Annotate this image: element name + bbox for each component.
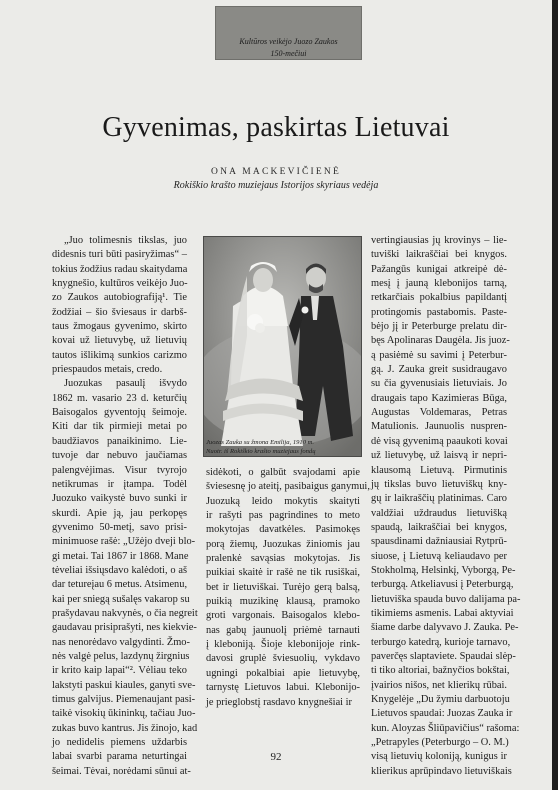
text-line: netikrumas ir įtampa. Todėl (52, 478, 187, 490)
page-number: 92 (270, 751, 282, 763)
photo-caption (206, 438, 366, 456)
text-line: gaudavau prisiprašyti, nes kiekvie- (52, 622, 197, 634)
text-line: taus žmogaus gyvenimo, skirto (52, 321, 187, 333)
text-line: skurdi. Apie ją, jau perkopęs (52, 507, 187, 519)
text-line: draugais tapo Kazimieras Būga, (371, 392, 507, 404)
text-line: terburgą. Atkeliavusi į Peterburgą, (371, 579, 514, 591)
scan-edge-shadow (552, 0, 558, 790)
text-line: didesnis turi būti pasiryžimas“ – (52, 249, 187, 261)
text-line: dar tetureįau 6 metus. Atsimenu, (52, 579, 188, 591)
text-line: tuviški laikraščiai bei knygos. (371, 249, 507, 261)
text-line: gų ir laikraščių platinimas. Caro (371, 493, 507, 505)
text-line: Juozuką leido mokytis skaityti (206, 495, 360, 507)
text-line: davosi gruplė šviesuolių, vykdavo (206, 653, 360, 665)
text-line: tikimiems asmenis. Labai aktyviai (371, 607, 514, 619)
text-line: kovai už lietuvybę, už lietuvių (52, 335, 187, 347)
text-line: kai per sniegą sušalęs vakarop su (52, 593, 190, 605)
series-header-line-1: Kultūros veikėjo Juozo Zaukos (239, 37, 338, 46)
text-line: taikė visokių ūkininkų, tačiau Juo- (52, 708, 196, 720)
article-title: Gyvenimas, paskirtas Lietuvai (102, 112, 450, 143)
text-line: pralenkė savąsias mokytojas. Jis (206, 553, 360, 565)
text-line: ti tiko altoriai, bažnyčios bokštai, (371, 665, 510, 677)
text-line: ą pasiėmė su savimi į Peterbur- (371, 349, 507, 361)
text-line: ir krito kaip lapai“². Vėliau teko (52, 665, 187, 677)
text-line: šiame darbe dalyvavo J. Zauka. Pe- (371, 622, 519, 634)
text-column-2 (206, 466, 370, 710)
text-line: valdžiai uždraudus lietuvišką (371, 507, 507, 519)
series-header-line-2: 150-mečiui (270, 49, 307, 58)
text-line: tarnystę Lietuvos labui. Klebonijo- (206, 682, 360, 694)
text-line: knygnešio, kultūros veikėjo Juo- (52, 278, 188, 290)
text-line: sidėkoti, o galbūt svajodami apie (206, 467, 360, 478)
text-line: žodžiai – šio šviesaus ir darbš- (52, 306, 187, 318)
article-author: ONA MACKEVIČIENĖ (211, 167, 341, 177)
text-line: mesį į jauną klebonijos tarną, (371, 278, 507, 290)
text-line: bėjo jį ir Peterburge prelatu dir- (371, 321, 507, 333)
text-line: gyvenimo 50-metį, savo prisi- (52, 521, 187, 533)
text-line: tokius žodžius radau skaitydama (52, 263, 188, 275)
text-line: labai svarbi parama neturtingai (52, 751, 187, 763)
text-line: je prieglobstį rasdavo knygnešiai ir (206, 696, 353, 708)
text-line: už lietuvybę, už laisvą ir nepri- (371, 450, 507, 462)
text-line: į kleboniją. Šioje klebonijoje rink- (206, 639, 360, 651)
text-line: gą. J. Zauka greit susidraugavo (371, 364, 507, 376)
text-line: puikiai skaitė ir rašė ne tik rusiškai, (206, 567, 360, 579)
text-line: porą žiemų, Juozukas žiniomis jau (206, 538, 360, 550)
text-line: ir rašyti pas pagrindines to meto (206, 510, 360, 522)
text-line: gi metai. Tai 1867 ir 1868. Mane (52, 550, 189, 562)
text-line: Lietuvos spaudai: Juozas Zauka ir (371, 708, 513, 720)
text-line: nės valgė pelus, lazdynų žirgnius (52, 650, 190, 662)
wedding-photo (203, 236, 362, 457)
text-line: spausdinami dažniausiai Rytprū- (371, 536, 507, 548)
text-line: ugningi pokalbiai apie lietuvybę, (206, 667, 360, 679)
series-header-box (215, 6, 362, 60)
text-line: nas gabų jaunuolį priėmė tarnauti (206, 624, 360, 636)
text-line: jų tikslas buvo lietuviškų kny- (371, 478, 507, 490)
text-line: Juozukas pasaulį išvydo (64, 378, 187, 390)
text-column-1 (52, 234, 198, 779)
text-line: baudžiavos panaikinimo. Lie- (52, 435, 187, 447)
text-line: prašydavau nakvynės, o čia negreit (52, 607, 198, 619)
text-line: 1862 m. vasario 23 d. keturčių (52, 392, 187, 404)
text-line: nas nenorėdavo valgydinti. Žmo- (52, 636, 190, 648)
text-line: minimuose rašė: „Užėjo dveji blo- (52, 536, 196, 548)
text-line: Juozuko vaikystė buvo sunki ir (52, 493, 187, 505)
text-line: klierikus aprūpindavo lietuviškais (371, 765, 512, 777)
text-line: „Petrapyles (Peterburgo – O. M.) (371, 737, 509, 749)
text-line: Matulionis. Jaunuolis nuspren- (371, 421, 507, 433)
text-line: bęs Apolinaras Daugėla. Jis juoz- (371, 335, 510, 347)
text-column-3 (371, 234, 521, 779)
author-affiliation: Rokiškio krašto muziejaus Istorijos skyriaus vedėja (173, 180, 379, 191)
text-line: Pažangūs kunigai atkreipė dė- (371, 263, 507, 275)
text-line: lakstyti paskui kiaules, ganyti sve- (52, 679, 196, 691)
text-line: protingomis pastabomis. Paste- (371, 306, 507, 318)
photo-caption-line-1: Juozas Zauka su žmona Emilija, 1910 m. (206, 439, 315, 446)
text-line: spaudą, laikraščiai bei knygos, (371, 521, 507, 533)
photo-caption-line-2: Nuotr. iš Rokiškio krašto muziejaus fondų (206, 448, 316, 455)
text-line: groti vargonais. Baisogalos klebo- (206, 610, 360, 622)
text-line: šeimai. Tėvai, norėdami sūnui at- (52, 765, 191, 777)
text-line: palengvėjimas. Visur tvyrojo (52, 464, 187, 476)
text-line: šviesesnę jo ateitį, pasibaigus ganymui, (206, 481, 370, 493)
text-line: tautos išlikimą sunkios carizmo (52, 349, 187, 361)
text-line: Kiti dar tik pirmieji metai po (52, 421, 187, 433)
wedding-photo-image (203, 236, 362, 457)
text-line: Augustas Voldemaras, Petras (371, 407, 507, 419)
text-line: lietuviška spauda buvo dalijama pa- (371, 593, 521, 605)
text-line: vertingiausias jų krovinys – lie- (371, 235, 507, 246)
text-line: priespaudos metais, credo. (52, 364, 163, 376)
text-line: zo Zaukos autobiografiją¹. Tie (52, 292, 187, 304)
text-line: mokytojas davatkėles. Pasimokęs (206, 524, 360, 536)
text-line: terburgo katedrą, kurioje tarnavo, (371, 636, 511, 648)
text-line: tuvoje dar nebuvo jaučiamas (52, 450, 187, 462)
text-line: timus galvijus. Piemenaujant pasi- (52, 694, 196, 705)
text-line: dė visą gyvenimą paaukoti kovai (371, 435, 508, 447)
text-line: jo nedidelis piemens uždarbis (52, 737, 187, 749)
text-line: su čia gyvenusiais lietuviais. Jo (371, 378, 507, 390)
text-line: siuose, į Lietuvą keliaudavo per (371, 550, 507, 562)
text-line: klausomą Lietuvą. Pirmutinis (371, 464, 507, 476)
text-line: bet ir lietuviškai. Turėjo gerą balsą, (206, 581, 360, 593)
text-line: „Juo tolimesnis tikslas, juo (64, 235, 187, 246)
text-line: įvairios nišos, net klierikų rūbai. (371, 679, 507, 691)
text-line: puikią muzikinę klausą, pramoko (206, 596, 360, 608)
text-line: Baisogalos gyventojų šeimoje. (52, 407, 187, 419)
text-line: visą lietuvių koloniją, kunigus ir (371, 751, 507, 763)
text-line: Knygelėje „Du žymiu darbuotoju (371, 694, 510, 705)
text-line: paverčęs slaptaviete. Spaudai slėp- (371, 650, 516, 662)
text-line: zukas buvo kantrus. Jis žinojo, kad (52, 722, 198, 734)
text-line: tėveliai išsiųsdavo kalėdoti, o aš (52, 564, 187, 576)
text-line: Stokholmą, Helsinkį, Vyborgą, Pe- (371, 564, 516, 576)
text-line: retkarčiais pokalbius papildantį (371, 292, 507, 304)
text-line: kun. Aloyzas Šliūpavičius“ rašoma: (371, 722, 520, 734)
